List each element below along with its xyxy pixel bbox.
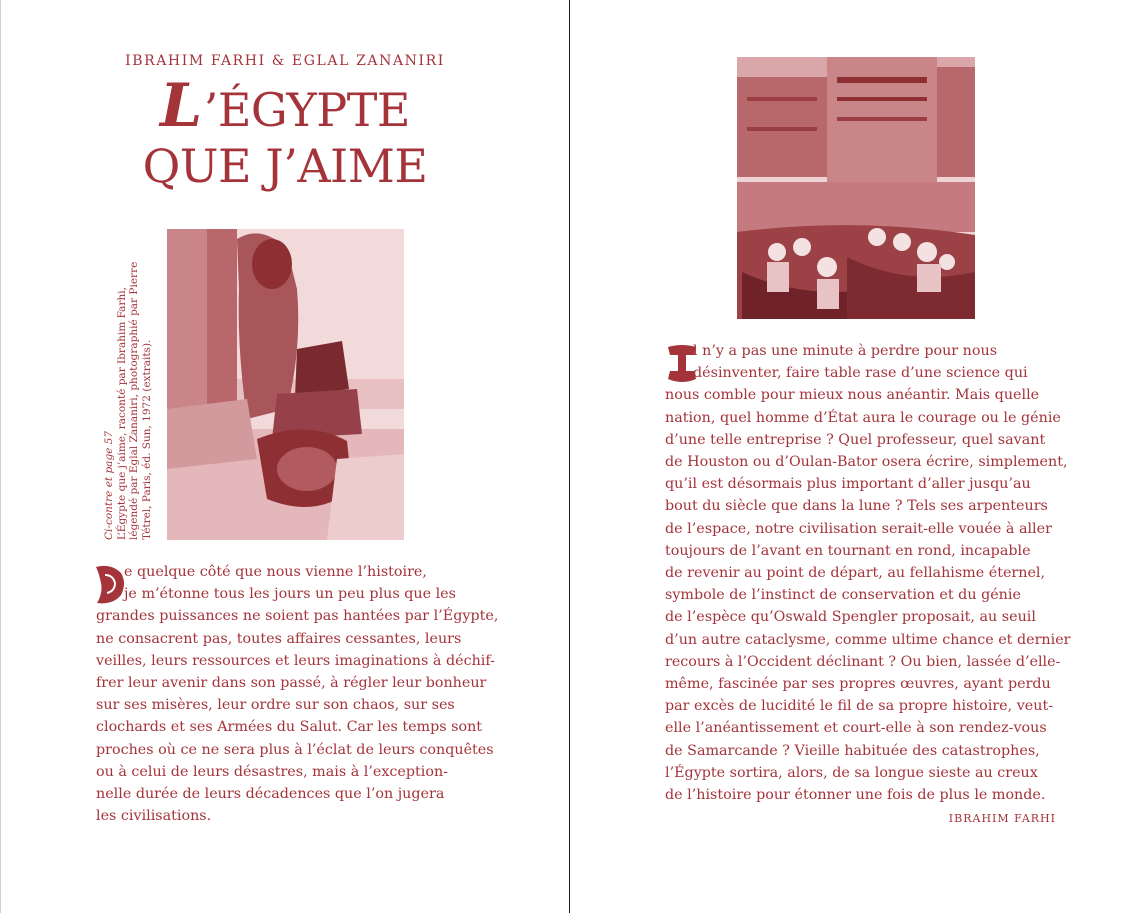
text-line: ne consacrent pas, toutes affaires cessantes, leurs	[96, 630, 462, 647]
text-line: elle l’anéantissement et court-elle à son rendez-vous	[665, 720, 1047, 737]
text-line: de revenir au point de départ, au fellahisme éternel,	[665, 565, 1046, 582]
text-line: nelle durée de leurs décadences que l’on jugera	[96, 786, 445, 803]
caption-line: L’Égypte que j’aime, raconté par Ibrahim Farhi,	[115, 287, 128, 540]
pharaoh-statue-photo	[167, 229, 404, 540]
text-line: proches où ce ne sera plus à l’éclat de leurs conquêtes	[96, 741, 494, 758]
text-line: l n’y a pas une minute à perdre pour nous	[693, 343, 998, 359]
caption-line: légendé par Eglal Zananiri, photographié par Pierre	[128, 261, 140, 540]
text-line: même, fascinée par ses propres œuvres, ayant perdu	[665, 676, 1051, 693]
photo-caption	[103, 229, 163, 540]
text-line: de Houston ou d’Oulan-Bator osera écrire, simplement,	[665, 454, 1068, 471]
text-line: je m’étonne tous les jours un peu plus que les	[124, 586, 456, 603]
caption-head: Ci-contre et page 57	[103, 430, 115, 540]
temple-boats-photo	[737, 57, 975, 319]
page-title	[100, 71, 470, 194]
signature: IBRAHIM FARHI	[948, 812, 1056, 825]
text-line: recours à l’Occident déclinant ? Ou bien, lassée d’elle-	[665, 653, 1061, 670]
text-line: désinventer, faire table rase d’une science qui	[693, 365, 1028, 382]
page-edge	[0, 0, 1, 913]
text-line: les civilisations.	[96, 808, 212, 825]
text-line: ou à celui de leurs désastres, mais à l’exception-	[96, 763, 449, 780]
text-line: bout du siècle que dans la lune ? Tels ses arpenteurs	[665, 498, 1048, 515]
text-line: sur ses misères, leur ordre sur son chaos, sur ses	[96, 697, 455, 714]
text-line: par excès de lucidité le fil de sa propre histoire, veut-	[665, 698, 1054, 715]
text-line: de l’espace, notre civilisation serait-elle vouée à aller	[665, 520, 1052, 537]
text-line: frer leur avenir dans son passé, à régler leur bonheur	[96, 675, 487, 692]
title-line1-rest: ’ÉGYPTE	[203, 83, 410, 137]
text-line: d’une telle entreprise ? Quel professeur, quel savant	[665, 431, 1046, 448]
gutter-divider	[569, 0, 570, 913]
text-line: grandes puissances ne soient pas hantées par l’Égypte,	[96, 608, 499, 625]
author-line: IBRAHIM FARHI & EGLAL ZANANIRI	[125, 53, 445, 69]
left-body-text	[96, 561, 498, 827]
title-initial: L	[160, 71, 202, 141]
text-line: de l’histoire pour étonner une fois de plus le monde.	[665, 787, 1046, 804]
text-line: nation, quel homme d’État aura le courage ou le génie	[665, 409, 1061, 426]
title-line-2: QUE J’AIME	[142, 139, 428, 193]
text-line: toujours de l’avant en tournant en rond, incapable	[665, 542, 1031, 559]
text-line: nous comble pour mieux nous anéantir. Mais quelle	[665, 387, 1040, 404]
text-line: qu’il est désormais plus important d’aller jusqu’au	[665, 476, 1031, 493]
right-body-text	[665, 340, 1071, 806]
text-line: clochards et ses Armées du Salut. Car les temps sont	[96, 719, 483, 736]
title-line-1	[100, 71, 470, 141]
text-line: e quelque côté que nous vienne l’histoire,	[124, 564, 427, 580]
text-line: de l’espèce qu’Oswald Spengler proposait, au seuil	[665, 609, 1036, 626]
text-line: de Samarcande ? Vieille habituée des catastrophes,	[665, 742, 1040, 759]
text-line: l’Égypte sortira, alors, de sa longue sieste au creux	[665, 764, 1038, 781]
text-line: d’un autre cataclysme, comme ultime chance et dernier	[665, 631, 1071, 648]
caption-line: Tétrel, Paris, éd. Sun, 1972 (extraits).	[140, 339, 153, 540]
text-line: veilles, leurs ressources et leurs imaginations à déchif-	[96, 652, 495, 669]
pharaoh-statue-illustration	[167, 229, 404, 540]
temple-boats-illustration	[737, 57, 975, 319]
text-line: symbole de l’instinct de conservation et du génie	[665, 587, 1021, 604]
